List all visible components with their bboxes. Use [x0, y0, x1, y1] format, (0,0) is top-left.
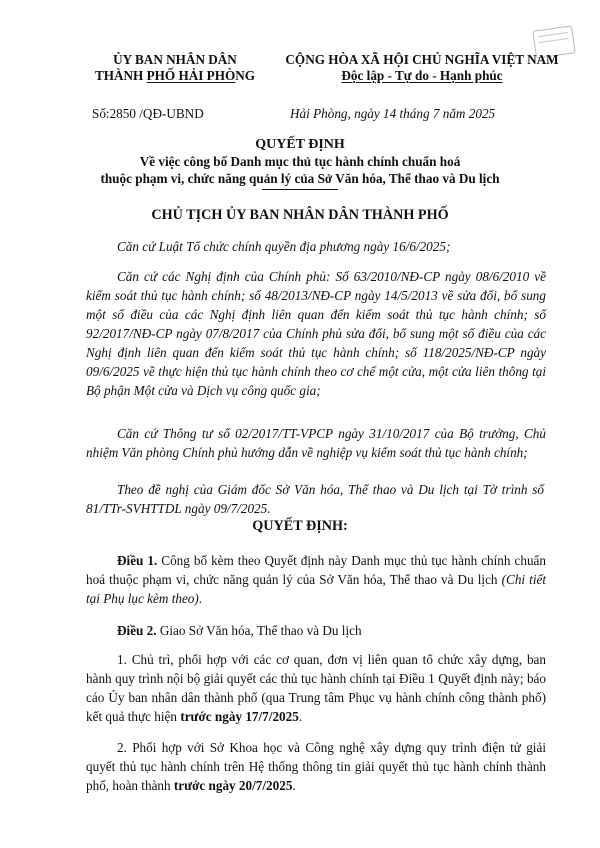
national-title: CỘNG HÒA XÃ HỘI CHỦ NGHĨA VIỆT NAM: [285, 52, 559, 67]
legal-basis-2: Căn cứ các Nghị định của Chính phủ: Số 63/2010/NĐ-CP ngày 08/6/2010 về kiểm soát thủ tục hành chính; số 48/2013/NĐ-CP ngày 14/5/2013 về sửa đổi, bổ sung một số điều của các Nghị định liên quan đến kiểm soát thủ tục hành chính; số 92/2017/NĐ-CP ngày 07/8/2017 của Chính phủ sửa đổi, bổ sung một số điều của các Nghị định liên quan đến kiểm soát thủ tục hành chính; số 118/2025/NĐ-CP ngày 09/6/2025 về thực hiện thủ tục hành chính theo cơ chế một cửa, một cửa liên thông tại Bộ phận Một cửa và Dịch vụ công quốc gia;: [86, 269, 546, 398]
legal-basis-1: Căn cứ Luật Tổ chức chính quyền địa phương ngày 16/6/2025;: [117, 239, 451, 254]
proposal-basis: Theo đề nghị của Giám đốc Sở Văn hóa, Thể thao và Du lịch tại Tờ trình số 81/TTr-SVHTTDL ngày 09/7/2025.: [86, 482, 544, 516]
document-title: QUYẾT ĐỊNH: [255, 137, 345, 152]
document-subject-line1: Về việc công bố Danh mục thủ tục hành chính chuẩn hoá: [139, 154, 461, 169]
article-2-item-1: 1. Chủ trì, phối hợp với các cơ quan, đơn vị liên quan tổ chức xây dựng, ban hành quy trình nội bộ giải quyết các thủ tục hành chính tại Điều 1 Quyết định này; báo cáo Ủy ban nhân dân thành phố (qua Trung tâm Phục vụ hành chính công thành phố) kết quả thực hiện trước ngày 17/7/2025.: [86, 652, 546, 724]
issuer-name-line2: THÀNH PHỐ HẢI PHÒNG: [94, 68, 256, 83]
legal-basis-3: Căn cứ Thông tư số 02/2017/TT-VPCP ngày 31/10/2017 của Bộ trưởng, Chủ nhiệm Văn phòng Chính phủ hướng dẫn về nghiệp vụ kiểm soát thủ tục hành chính;: [86, 426, 546, 460]
document-number: Số:2850 /QĐ-UBND: [92, 106, 204, 121]
article-2-item-2: 2. Phối hợp với Sở Khoa học và Công nghệ xây dựng quy trình điện tử giải quyết thủ tục hành chính trên Hệ thống thông tin giải quyết thủ tục hành chính thành phố, hoàn thành trước ngày 20/7/2025.: [86, 740, 546, 793]
article-2: Điều 2. Giao Sở Văn hóa, Thể thao và Du lịch: [117, 623, 362, 638]
decision-heading: QUYẾT ĐỊNH:: [252, 518, 348, 534]
issuing-authority-heading: CHỦ TỊCH ỦY BAN NHÂN DÂN THÀNH PHỐ: [151, 207, 449, 223]
document-date: Hải Phòng, ngày 14 tháng 7 năm 2025: [290, 106, 496, 121]
title-divider: [262, 189, 338, 190]
document-subject-line2: thuộc phạm vi, chức năng quản lý của Sở Văn hóa, Thể thao và Du lịch: [100, 171, 500, 186]
national-motto: Độc lập - Tự do - Hạnh phúc: [341, 68, 503, 83]
issuer-name-line1: ỦY BAN NHÂN DÂN: [113, 52, 237, 67]
article-1: Điều 1. Công bố kèm theo Quyết định này Danh mục thủ tục hành chính chuẩn hoá thuộc phạm vi, chức năng quản lý của Sở Văn hóa, Thể thao và Du lịch (Chi tiết tại Phụ lục kèm theo).: [86, 553, 547, 606]
